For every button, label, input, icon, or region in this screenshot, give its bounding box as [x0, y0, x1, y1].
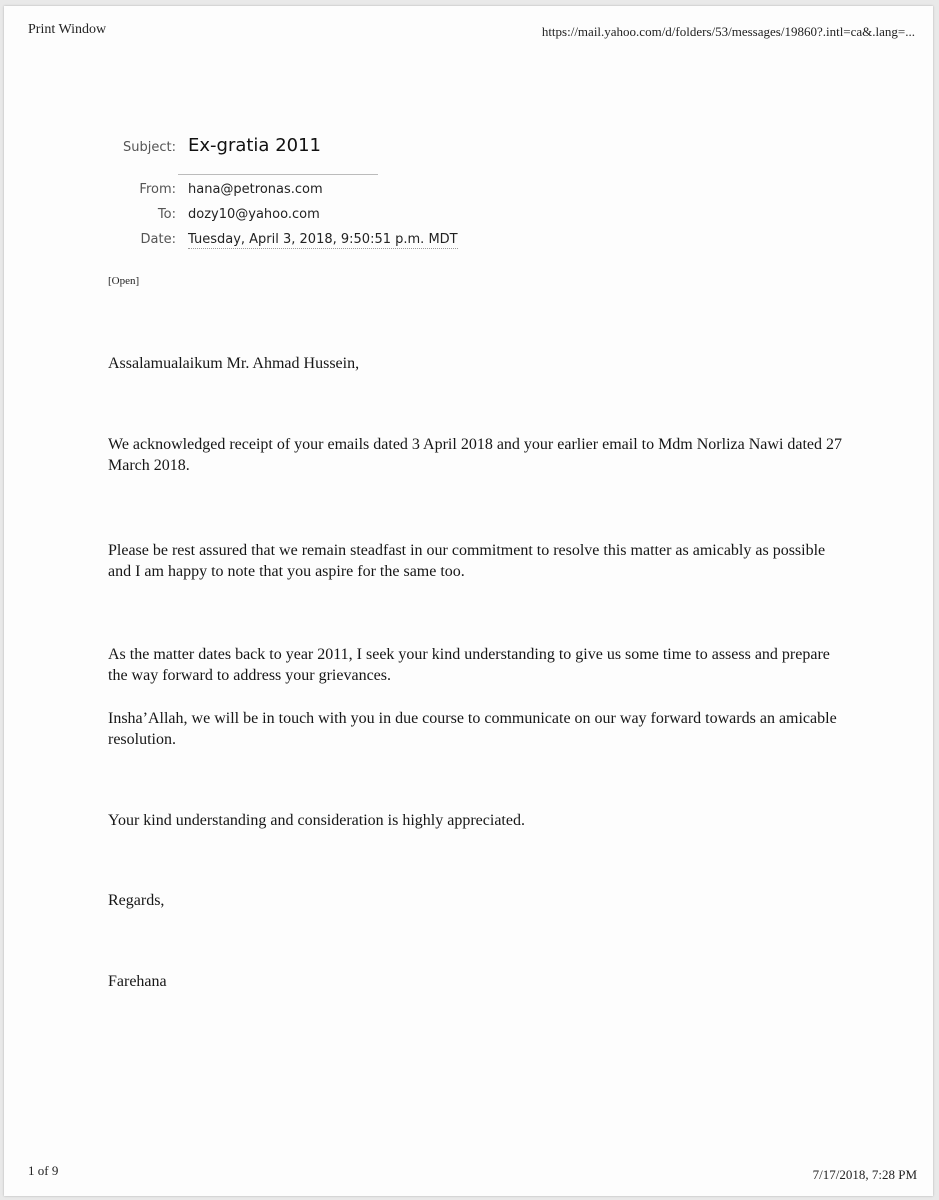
- open-link[interactable]: [Open]: [108, 275, 140, 287]
- subject-label: Subject:: [123, 140, 176, 155]
- assurance-paragraph: Please be rest assured that we remain steadfast in our commitment to resolve this matter as amicably as possible and I am happy to note that you aspire for the same too.: [108, 542, 826, 580]
- to-label: To:: [157, 207, 176, 222]
- page-number: 1 of 9: [28, 1163, 59, 1178]
- date-label: Date:: [140, 232, 176, 247]
- from-address[interactable]: hana@petronas.com: [188, 182, 323, 197]
- timeline-paragraph: As the matter dates back to year 2011, I seek your kind understanding to give us some time to assess and prepare the way forward to address your grievances.: [108, 646, 830, 684]
- print-header: [28, 22, 915, 42]
- closing-line: Regards,: [108, 892, 165, 909]
- print-url[interactable]: https://mail.yahoo.com/d/folders/53/messages/19860?.intl=ca&.lang=...: [541, 24, 915, 39]
- signature: Farehana: [108, 973, 167, 990]
- email-date: Tuesday, April 3, 2018, 9:50:51 p.m. MDT: [188, 232, 458, 247]
- subject-divider: [178, 174, 378, 175]
- acknowledgement-paragraph: We acknowledged receipt of your emails dated 3 April 2018 and your earlier email to Mdm Norliza Nawi dated 27 March 2018.: [108, 436, 843, 474]
- printed-page: [4, 6, 933, 1196]
- email-subject: Ex-gratia 2011: [188, 135, 321, 156]
- appreciation-paragraph: Your kind understanding and consideration is highly appreciated.: [108, 812, 525, 829]
- to-address[interactable]: dozy10@yahoo.com: [188, 207, 320, 222]
- from-label: From:: [139, 182, 176, 197]
- greeting-paragraph: Assalamualaikum Mr. Ahmad Hussein,: [108, 355, 360, 372]
- print-timestamp: 7/17/2018, 7:28 PM: [812, 1167, 917, 1182]
- print-window-title: Print Window: [28, 22, 107, 37]
- follow-up-paragraph: Insha’Allah, we will be in touch with you in due course to communicate on our way forward towards an amicable resolution.: [108, 710, 837, 748]
